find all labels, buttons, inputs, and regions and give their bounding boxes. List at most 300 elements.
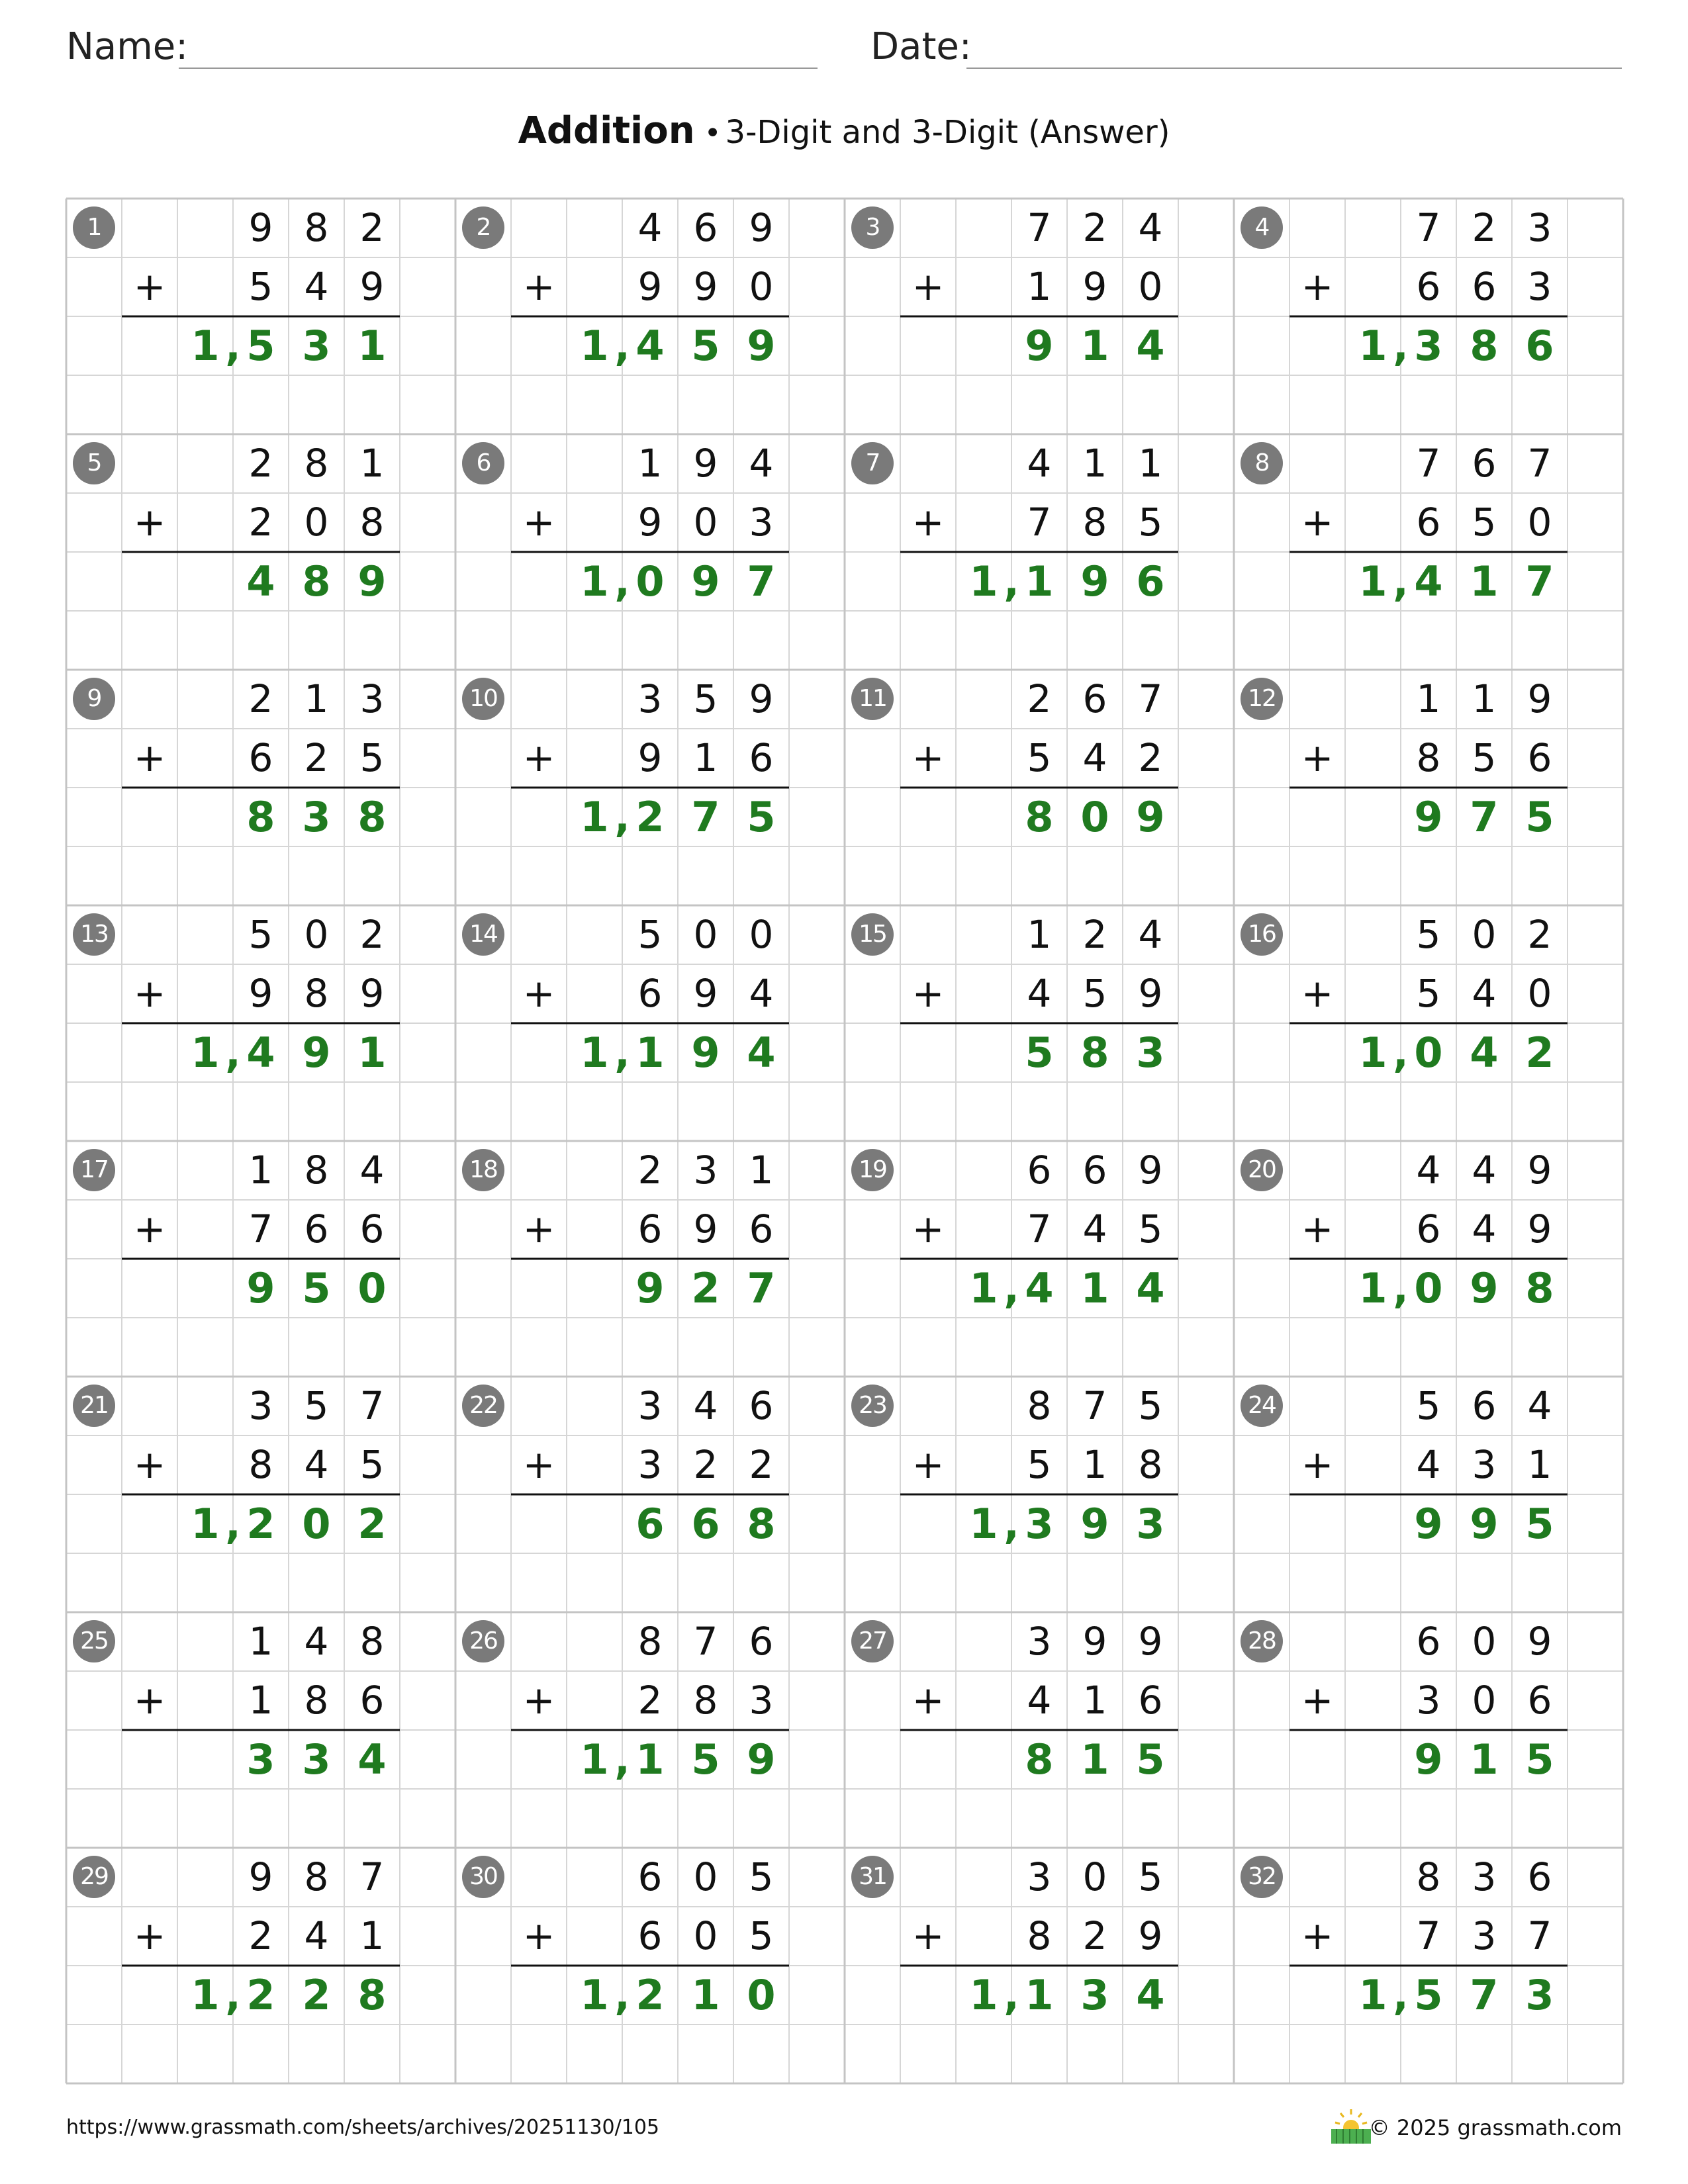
answer-digit: 5 — [747, 793, 776, 841]
answer-digit: 8 — [357, 793, 387, 841]
addend-digit: 5 — [637, 912, 663, 957]
answer-digit: 2 — [302, 1971, 331, 2019]
answer-digit: 8 — [302, 557, 331, 606]
problem-number-badge: 15 — [851, 913, 894, 956]
answer-digit: 4 — [357, 1735, 387, 1784]
addend-digit: 6 — [1416, 1206, 1441, 1251]
addend-digit: 4 — [1027, 1678, 1052, 1723]
answer-digit: 1 — [1080, 1264, 1109, 1312]
answer-digit: 3 — [302, 1735, 331, 1784]
addend-digit: 3 — [248, 1383, 273, 1428]
answer-comma: , — [1393, 557, 1409, 606]
plus-sign: + — [1301, 1442, 1334, 1487]
problem-number-badge: 18 — [462, 1149, 504, 1191]
answer-comma: , — [1393, 1264, 1409, 1312]
answer-comma: , — [1004, 1500, 1019, 1548]
addend-digit: 6 — [749, 1383, 774, 1428]
addend-digit: 6 — [359, 1206, 385, 1251]
addend-digit: 5 — [1027, 1442, 1052, 1487]
answer-digit: 4 — [1136, 1971, 1165, 2019]
addend-digit: 1 — [1027, 264, 1052, 309]
plus-sign: + — [133, 1206, 166, 1251]
answer-digit: 1 — [1358, 322, 1387, 370]
addend-digit: 0 — [693, 1854, 718, 1899]
addend-digit: 3 — [637, 676, 663, 721]
date-label: Date: — [870, 25, 972, 68]
addend-digit: 2 — [248, 1913, 273, 1958]
addend-digit: 6 — [1416, 500, 1441, 545]
answer-digit: 1 — [1358, 1028, 1387, 1077]
problem-number-badge: 17 — [73, 1149, 115, 1191]
addend-digit: 8 — [1027, 1913, 1052, 1958]
plus-sign: + — [1301, 1206, 1334, 1251]
answer-comma: , — [614, 322, 630, 370]
addend-digit: 0 — [304, 500, 329, 545]
answer-digit: 5 — [1525, 793, 1554, 841]
addend-digit: 6 — [1416, 1619, 1441, 1664]
addend-digit: 3 — [1472, 1442, 1497, 1487]
addend-digit: 5 — [304, 1383, 329, 1428]
plus-sign: + — [1301, 1913, 1334, 1958]
addend-digit: 8 — [304, 205, 329, 250]
addend-digit: 4 — [1472, 971, 1497, 1016]
answer-digit: 9 — [691, 1028, 720, 1077]
answer-digit: 5 — [1136, 1735, 1165, 1784]
addend-digit: 4 — [304, 264, 329, 309]
addend-digit: 6 — [1472, 1383, 1497, 1428]
answer-digit: 5 — [302, 1264, 331, 1312]
addend-digit: 3 — [1472, 1854, 1497, 1899]
addend-digit: 9 — [1082, 264, 1107, 309]
addend-digit: 3 — [1527, 205, 1552, 250]
answer-digit: 9 — [1414, 793, 1443, 841]
addend-digit: 7 — [1027, 1206, 1052, 1251]
addend-digit: 2 — [304, 735, 329, 780]
plus-sign: + — [133, 1913, 166, 1958]
addend-digit: 5 — [1472, 735, 1497, 780]
addend-digit: 4 — [1416, 1148, 1441, 1193]
problem-number-badge: 24 — [1241, 1385, 1283, 1427]
answer-digit: 8 — [357, 1971, 387, 2019]
answer-digit: 0 — [635, 557, 665, 606]
addend-digit: 6 — [359, 1678, 385, 1723]
answer-digit: 5 — [1025, 1028, 1054, 1077]
answer-digit: 1 — [1470, 557, 1499, 606]
problem-number-badge: 31 — [851, 1856, 894, 1898]
answer-digit: 1 — [1080, 1735, 1109, 1784]
addend-digit: 5 — [1416, 971, 1441, 1016]
answer-digit: 9 — [1025, 322, 1054, 370]
plus-sign: + — [133, 735, 166, 780]
addend-digit: 9 — [1527, 1148, 1552, 1193]
addend-digit: 8 — [1027, 1383, 1052, 1428]
answer-digit: 9 — [1080, 557, 1109, 606]
answer-digit: 3 — [302, 793, 331, 841]
answer-comma: , — [614, 793, 630, 841]
addend-digit: 4 — [359, 1148, 385, 1193]
answer-digit: 1 — [1080, 322, 1109, 370]
answer-digit: 1 — [1358, 1971, 1387, 2019]
answer-digit: 2 — [635, 1971, 665, 2019]
addend-digit: 1 — [359, 441, 385, 486]
addend-digit: 4 — [749, 971, 774, 1016]
plus-sign: + — [133, 264, 166, 309]
addend-digit: 7 — [1416, 205, 1441, 250]
addend-digit: 8 — [304, 971, 329, 1016]
answer-comma: , — [225, 1500, 241, 1548]
addend-digit: 1 — [1082, 441, 1107, 486]
addend-digit: 1 — [304, 676, 329, 721]
addend-digit: 1 — [1027, 912, 1052, 957]
addend-digit: 5 — [359, 1442, 385, 1487]
answer-digit: 1 — [357, 322, 387, 370]
addend-digit: 9 — [749, 676, 774, 721]
answer-digit: 1 — [580, 1028, 609, 1077]
answer-digit: 6 — [635, 1500, 665, 1548]
plus-sign: + — [522, 1678, 555, 1723]
answer-digit: 4 — [1136, 322, 1165, 370]
addend-digit: 0 — [1472, 912, 1497, 957]
problem-number-badge: 22 — [462, 1385, 504, 1427]
answer-comma: , — [225, 1971, 241, 2019]
addend-digit: 0 — [304, 912, 329, 957]
addend-digit: 7 — [1527, 441, 1552, 486]
answer-digit: 2 — [246, 1971, 275, 2019]
footer-url: https://www.grassmath.com/sheets/archives/20251130/105 — [66, 2116, 660, 2139]
answer-digit: 8 — [1525, 1264, 1554, 1312]
answer-digit: 7 — [1470, 1971, 1499, 2019]
addend-digit: 1 — [248, 1619, 273, 1664]
addend-digit: 5 — [1138, 1383, 1163, 1428]
addend-digit: 5 — [1138, 1854, 1163, 1899]
addend-digit: 1 — [248, 1148, 273, 1193]
addend-digit: 5 — [248, 912, 273, 957]
addend-digit: 4 — [1027, 441, 1052, 486]
answer-digit: 4 — [1470, 1028, 1499, 1077]
addend-digit: 4 — [304, 1913, 329, 1958]
answer-digit: 4 — [747, 1028, 776, 1077]
addend-digit: 7 — [693, 1619, 718, 1664]
addend-digit: 5 — [1027, 735, 1052, 780]
answer-digit: 1 — [969, 1971, 998, 2019]
addend-digit: 3 — [1527, 264, 1552, 309]
answer-digit: 1 — [357, 1028, 387, 1077]
answer-digit: 8 — [1025, 1735, 1054, 1784]
problem-number-badge: 23 — [851, 1385, 894, 1427]
addend-digit: 0 — [693, 1913, 718, 1958]
addend-digit: 6 — [693, 205, 718, 250]
problem-number-badge: 9 — [73, 678, 115, 720]
answer-digit: 3 — [1136, 1500, 1165, 1548]
answer-digit: 9 — [1414, 1735, 1443, 1784]
addend-digit: 6 — [1138, 1678, 1163, 1723]
answer-digit: 3 — [246, 1735, 275, 1784]
addend-digit: 2 — [1138, 735, 1163, 780]
answer-digit: 1 — [691, 1971, 720, 2019]
plus-sign: + — [912, 1678, 945, 1723]
addend-digit: 6 — [1472, 264, 1497, 309]
addend-digit: 8 — [304, 1854, 329, 1899]
addend-digit: 8 — [304, 1678, 329, 1723]
addend-digit: 8 — [1416, 1854, 1441, 1899]
answer-digit: 7 — [1470, 793, 1499, 841]
answer-digit: 9 — [1470, 1264, 1499, 1312]
addend-digit: 4 — [1472, 1148, 1497, 1193]
addend-digit: 2 — [248, 676, 273, 721]
problem-number-badge: 29 — [73, 1856, 115, 1898]
addend-digit: 8 — [637, 1619, 663, 1664]
plus-sign: + — [522, 735, 555, 780]
answer-digit: 9 — [747, 1735, 776, 1784]
answer-digit: 1 — [580, 557, 609, 606]
addend-digit: 9 — [1138, 1913, 1163, 1958]
answer-digit: 0 — [1414, 1028, 1443, 1077]
addend-digit: 4 — [1472, 1206, 1497, 1251]
answer-digit: 0 — [747, 1971, 776, 2019]
title-subtitle: 3-Digit and 3-Digit (Answer) — [725, 114, 1170, 151]
addend-digit: 9 — [693, 264, 718, 309]
answer-digit: 8 — [1025, 793, 1054, 841]
addend-digit: 1 — [1082, 1442, 1107, 1487]
plus-sign: + — [522, 500, 555, 545]
addend-digit: 4 — [304, 1619, 329, 1664]
answer-digit: 1 — [580, 1971, 609, 2019]
addend-digit: 6 — [637, 1854, 663, 1899]
problem-number-badge: 25 — [73, 1620, 115, 1662]
answer-digit: 4 — [635, 322, 665, 370]
plus-sign: + — [522, 971, 555, 1016]
answer-digit: 9 — [357, 557, 387, 606]
answer-digit: 6 — [691, 1500, 720, 1548]
addend-digit: 6 — [749, 735, 774, 780]
addend-digit: 1 — [637, 441, 663, 486]
addend-digit: 5 — [1138, 500, 1163, 545]
problem-number-badge: 27 — [851, 1620, 894, 1662]
addend-digit: 6 — [749, 1619, 774, 1664]
addend-digit: 3 — [749, 1678, 774, 1723]
addend-digit: 8 — [304, 441, 329, 486]
addend-digit: 6 — [248, 735, 273, 780]
answer-comma: , — [614, 557, 630, 606]
addend-digit: 2 — [1527, 912, 1552, 957]
answer-comma: , — [1393, 322, 1409, 370]
addend-digit: 0 — [1527, 971, 1552, 1016]
answer-digit: 1 — [969, 557, 998, 606]
addend-digit: 0 — [1472, 1619, 1497, 1664]
addend-digit: 2 — [1472, 205, 1497, 250]
addend-digit: 5 — [1082, 971, 1107, 1016]
addend-digit: 4 — [749, 441, 774, 486]
answer-digit: 1 — [1358, 1264, 1387, 1312]
answer-digit: 2 — [691, 1264, 720, 1312]
answer-digit: 4 — [1025, 1264, 1054, 1312]
addend-digit: 5 — [1138, 1206, 1163, 1251]
addend-digit: 6 — [749, 1206, 774, 1251]
plus-sign: + — [133, 1442, 166, 1487]
addend-digit: 2 — [1082, 1913, 1107, 1958]
plus-sign: + — [912, 500, 945, 545]
answer-digit: 1 — [191, 322, 220, 370]
answer-digit: 6 — [1525, 322, 1554, 370]
answer-comma: , — [1004, 1971, 1019, 2019]
addend-digit: 9 — [637, 735, 663, 780]
addend-digit: 6 — [1527, 1854, 1552, 1899]
addend-digit: 5 — [693, 676, 718, 721]
addend-digit: 6 — [1416, 264, 1441, 309]
answer-digit: 1 — [1025, 1971, 1054, 2019]
addend-digit: 6 — [1082, 676, 1107, 721]
answer-digit: 0 — [1414, 1264, 1443, 1312]
answer-digit: 1 — [191, 1971, 220, 2019]
addend-digit: 1 — [1472, 676, 1497, 721]
answer-digit: 2 — [246, 1500, 275, 1548]
addend-digit: 9 — [359, 971, 385, 1016]
problem-number-badge: 21 — [73, 1385, 115, 1427]
answer-comma: , — [1004, 1264, 1019, 1312]
plus-sign: + — [912, 1442, 945, 1487]
addend-digit: 8 — [359, 500, 385, 545]
problem-number-badge: 1 — [73, 206, 115, 249]
answer-digit: 2 — [357, 1500, 387, 1548]
addend-digit: 7 — [359, 1854, 385, 1899]
answer-digit: 3 — [1136, 1028, 1165, 1077]
answer-digit: 1 — [191, 1028, 220, 1077]
title-bullet: • — [704, 116, 722, 150]
addend-digit: 0 — [1082, 1854, 1107, 1899]
addend-digit: 8 — [1138, 1442, 1163, 1487]
addend-digit: 6 — [1527, 1678, 1552, 1723]
addend-digit: 6 — [1027, 1148, 1052, 1193]
addend-digit: 9 — [1138, 1148, 1163, 1193]
answer-digit: 0 — [1080, 793, 1109, 841]
answer-digit: 6 — [1136, 557, 1165, 606]
plus-sign: + — [1301, 264, 1334, 309]
answer-digit: 8 — [1080, 1028, 1109, 1077]
addend-digit: 8 — [1416, 735, 1441, 780]
addend-digit: 0 — [749, 264, 774, 309]
addend-digit: 1 — [1138, 441, 1163, 486]
answer-digit: 1 — [580, 793, 609, 841]
answer-digit: 2 — [1525, 1028, 1554, 1077]
answer-digit: 8 — [747, 1500, 776, 1548]
footer-copyright: © 2025 grassmath.com — [1368, 2115, 1622, 2140]
answer-digit: 9 — [635, 1264, 665, 1312]
addend-digit: 2 — [248, 500, 273, 545]
problem-number-badge: 13 — [73, 913, 115, 956]
addend-digit: 5 — [359, 735, 385, 780]
answer-comma: , — [1393, 1971, 1409, 2019]
plus-sign: + — [912, 264, 945, 309]
plus-sign: + — [522, 1442, 555, 1487]
plus-sign: + — [522, 264, 555, 309]
addend-digit: 7 — [1527, 1913, 1552, 1958]
answer-digit: 7 — [747, 1264, 776, 1312]
answer-comma: , — [614, 1735, 630, 1784]
answer-digit: 0 — [357, 1264, 387, 1312]
addend-digit: 7 — [248, 1206, 273, 1251]
answer-digit: 7 — [691, 793, 720, 841]
addend-digit: 2 — [693, 1442, 718, 1487]
plus-sign: + — [133, 500, 166, 545]
plus-sign: + — [1301, 500, 1334, 545]
plus-sign: + — [522, 1913, 555, 1958]
addend-digit: 0 — [1472, 1678, 1497, 1723]
addend-digit: 5 — [749, 1854, 774, 1899]
addend-digit: 0 — [1527, 500, 1552, 545]
problem-number-badge: 8 — [1241, 442, 1283, 484]
addend-digit: 9 — [248, 1854, 273, 1899]
plus-sign: + — [1301, 1678, 1334, 1723]
addend-digit: 2 — [359, 205, 385, 250]
addend-digit: 7 — [1027, 500, 1052, 545]
answer-digit: 1 — [635, 1735, 665, 1784]
answer-comma: , — [1393, 1028, 1409, 1077]
answer-digit: 5 — [1414, 1971, 1443, 2019]
addend-digit: 7 — [359, 1383, 385, 1428]
addend-digit: 4 — [1138, 912, 1163, 957]
plus-sign: + — [133, 1678, 166, 1723]
problem-number-badge: 10 — [462, 678, 504, 720]
answer-digit: 9 — [302, 1028, 331, 1077]
addend-digit: 6 — [1472, 441, 1497, 486]
answer-digit: 4 — [246, 557, 275, 606]
addend-digit: 2 — [248, 441, 273, 486]
addend-digit: 8 — [359, 1619, 385, 1664]
addend-digit: 8 — [693, 1678, 718, 1723]
addend-digit: 3 — [1472, 1913, 1497, 1958]
answer-comma: , — [614, 1028, 630, 1077]
addend-digit: 5 — [1416, 912, 1441, 957]
answer-comma: , — [614, 1971, 630, 2019]
addend-digit: 9 — [1527, 1619, 1552, 1664]
addend-digit: 9 — [1527, 1206, 1552, 1251]
sun-over-grass-logo-icon — [1327, 2108, 1375, 2145]
answer-digit: 3 — [1080, 1971, 1109, 2019]
addend-digit: 7 — [1138, 676, 1163, 721]
answer-comma: , — [225, 322, 241, 370]
answer-comma: , — [225, 1028, 241, 1077]
addend-digit: 6 — [304, 1206, 329, 1251]
problem-number-badge: 20 — [1241, 1149, 1283, 1191]
answer-digit: 0 — [302, 1500, 331, 1548]
plus-sign: + — [912, 971, 945, 1016]
addend-digit: 4 — [1082, 1206, 1107, 1251]
addend-digit: 3 — [1027, 1854, 1052, 1899]
addend-digit: 6 — [1527, 735, 1552, 780]
addend-digit: 7 — [1416, 441, 1441, 486]
answer-digit: 3 — [1025, 1500, 1054, 1548]
problem-number-badge: 16 — [1241, 913, 1283, 956]
problem-number-badge: 5 — [73, 442, 115, 484]
answer-digit: 9 — [1080, 1500, 1109, 1548]
answer-digit: 3 — [1414, 322, 1443, 370]
addend-digit: 4 — [693, 1383, 718, 1428]
addend-digit: 9 — [749, 205, 774, 250]
addend-digit: 9 — [637, 264, 663, 309]
answer-digit: 7 — [747, 557, 776, 606]
plus-sign: + — [912, 1206, 945, 1251]
answer-digit: 1 — [1025, 557, 1054, 606]
addend-digit: 3 — [637, 1442, 663, 1487]
answer-digit: 9 — [691, 557, 720, 606]
plus-sign: + — [1301, 735, 1334, 780]
addend-digit: 4 — [304, 1442, 329, 1487]
addend-digit: 9 — [248, 971, 273, 1016]
answer-digit: 2 — [635, 793, 665, 841]
problem-number-badge: 6 — [462, 442, 504, 484]
answer-digit: 1 — [635, 1028, 665, 1077]
addend-digit: 9 — [359, 264, 385, 309]
